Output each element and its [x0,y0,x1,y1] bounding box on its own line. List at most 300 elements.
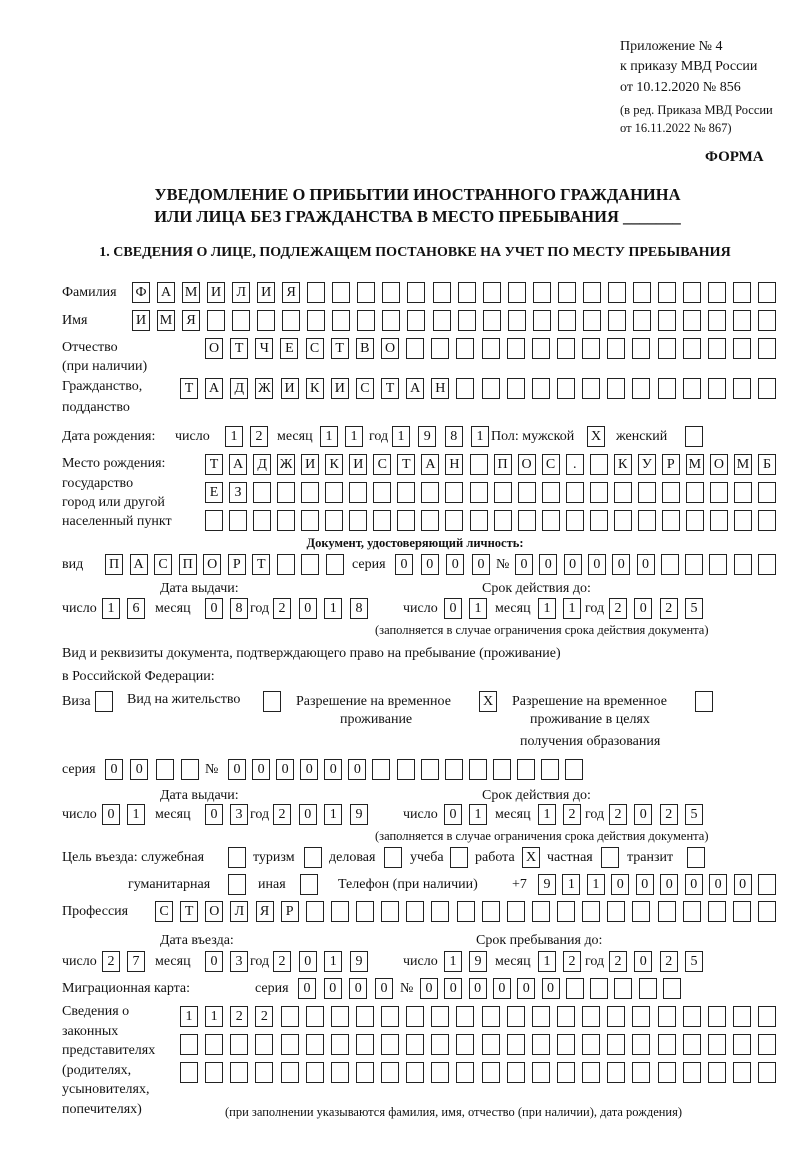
char-cell[interactable]: 2 [563,951,581,972]
char-cell[interactable]: 0 [444,978,462,999]
char-cell[interactable] [758,554,776,575]
char-cell[interactable]: К [614,454,632,475]
char-cell[interactable]: 1 [320,426,338,447]
char-cell[interactable]: М [686,454,704,475]
char-cell[interactable] [632,1006,650,1027]
char-cell[interactable]: 0 [299,598,317,619]
char-cell[interactable] [708,1006,726,1027]
char-cell[interactable]: Я [256,901,274,922]
char-cell[interactable]: 0 [611,874,629,895]
char-cell[interactable]: 0 [444,804,462,825]
char-cell[interactable] [708,282,726,303]
char-cell[interactable]: А [130,554,148,575]
char-cell[interactable] [445,759,463,780]
char-cell[interactable] [565,759,583,780]
char-cell[interactable] [306,1062,324,1083]
char-cell[interactable] [758,1034,776,1055]
char-cell[interactable]: 2 [563,804,581,825]
char-cell[interactable]: С [155,901,173,922]
char-cell[interactable]: И [132,310,150,331]
char-cell[interactable] [614,978,632,999]
char-cell[interactable]: О [205,338,223,359]
char-cell[interactable]: И [281,378,299,399]
char-cell[interactable]: 1 [205,1006,223,1027]
char-cell[interactable] [557,338,575,359]
char-cell[interactable]: В [356,338,374,359]
char-cell[interactable] [306,1006,324,1027]
char-cell[interactable] [282,310,300,331]
char-cell[interactable] [470,454,488,475]
char-cell[interactable] [632,1062,650,1083]
char-cell[interactable]: 0 [228,759,246,780]
char-cell[interactable]: М [734,454,752,475]
char-cell[interactable] [456,1034,474,1055]
char-cell[interactable] [758,1006,776,1027]
char-cell[interactable] [582,338,600,359]
char-cell[interactable] [494,510,512,531]
char-cell[interactable] [633,282,651,303]
char-cell[interactable] [632,378,650,399]
char-cell[interactable]: А [406,378,424,399]
char-cell[interactable] [507,1034,525,1055]
char-cell[interactable]: 5 [685,804,703,825]
char-cell[interactable]: 0 [634,598,652,619]
char-cell[interactable]: Ч [255,338,273,359]
char-cell[interactable]: Т [230,338,248,359]
char-cell[interactable] [205,1062,223,1083]
char-cell[interactable]: 0 [709,874,727,895]
char-cell[interactable] [661,554,679,575]
char-cell[interactable]: 7 [127,951,145,972]
char-cell[interactable]: 1 [587,874,605,895]
char-cell[interactable] [277,554,295,575]
char-cell[interactable] [281,1006,299,1027]
char-cell[interactable] [229,510,247,531]
char-cell[interactable]: З [229,482,247,503]
char-cell[interactable] [533,282,551,303]
char-cell[interactable] [608,282,626,303]
char-cell[interactable] [230,1034,248,1055]
char-cell[interactable]: 0 [564,554,582,575]
char-cell[interactable] [607,1062,625,1083]
char-cell[interactable] [253,482,271,503]
char-cell[interactable]: Л [232,282,250,303]
char-cell[interactable] [582,901,600,922]
checkbox[interactable] [384,847,402,868]
char-cell[interactable] [156,759,174,780]
char-cell[interactable]: 2 [255,1006,273,1027]
char-cell[interactable] [482,378,500,399]
char-cell[interactable]: 0 [517,978,535,999]
char-cell[interactable] [734,554,752,575]
char-cell[interactable] [557,1006,575,1027]
char-cell[interactable]: И [349,454,367,475]
checkbox[interactable]: X [587,426,605,447]
char-cell[interactable] [734,482,752,503]
char-cell[interactable]: Т [397,454,415,475]
char-cell[interactable] [482,338,500,359]
char-cell[interactable]: К [325,454,343,475]
char-cell[interactable] [331,901,349,922]
char-cell[interactable]: Т [252,554,270,575]
char-cell[interactable] [469,759,487,780]
char-cell[interactable] [381,1062,399,1083]
char-cell[interactable] [518,482,536,503]
char-cell[interactable]: 1 [180,1006,198,1027]
char-cell[interactable]: А [205,378,223,399]
char-cell[interactable] [482,1006,500,1027]
char-cell[interactable]: Т [180,901,198,922]
char-cell[interactable] [708,901,726,922]
char-cell[interactable] [507,378,525,399]
char-cell[interactable] [397,510,415,531]
char-cell[interactable] [493,759,511,780]
char-cell[interactable] [421,759,439,780]
char-cell[interactable] [582,1006,600,1027]
char-cell[interactable]: 0 [299,951,317,972]
char-cell[interactable]: 2 [660,951,678,972]
char-cell[interactable]: 2 [609,951,627,972]
char-cell[interactable] [566,482,584,503]
char-cell[interactable]: 0 [105,759,123,780]
char-cell[interactable]: С [154,554,172,575]
char-cell[interactable]: И [331,378,349,399]
char-cell[interactable]: 2 [660,598,678,619]
char-cell[interactable] [255,1062,273,1083]
char-cell[interactable] [532,1034,550,1055]
char-cell[interactable] [307,310,325,331]
char-cell[interactable] [685,554,703,575]
char-cell[interactable] [277,482,295,503]
char-cell[interactable]: 1 [538,804,556,825]
char-cell[interactable] [708,310,726,331]
char-cell[interactable] [662,482,680,503]
char-cell[interactable]: 0 [205,951,223,972]
char-cell[interactable]: 1 [469,804,487,825]
char-cell[interactable]: И [207,282,225,303]
char-cell[interactable] [307,282,325,303]
char-cell[interactable] [658,1006,676,1027]
checkbox[interactable] [687,847,705,868]
char-cell[interactable] [663,978,681,999]
char-cell[interactable] [470,510,488,531]
char-cell[interactable]: 0 [493,978,511,999]
char-cell[interactable] [483,310,501,331]
char-cell[interactable] [683,1062,701,1083]
char-cell[interactable] [483,282,501,303]
char-cell[interactable] [507,901,525,922]
char-cell[interactable]: 2 [250,426,268,447]
checkbox[interactable] [695,691,713,712]
char-cell[interactable] [683,901,701,922]
char-cell[interactable]: Р [281,901,299,922]
char-cell[interactable]: Т [180,378,198,399]
char-cell[interactable] [683,1034,701,1055]
char-cell[interactable]: Л [230,901,248,922]
char-cell[interactable] [433,310,451,331]
char-cell[interactable] [710,510,728,531]
char-cell[interactable]: 0 [446,554,464,575]
char-cell[interactable]: С [306,338,324,359]
char-cell[interactable]: 9 [538,874,556,895]
char-cell[interactable] [607,338,625,359]
char-cell[interactable]: 0 [634,804,652,825]
char-cell[interactable] [590,510,608,531]
char-cell[interactable] [301,482,319,503]
char-cell[interactable] [431,1006,449,1027]
char-cell[interactable]: 0 [205,598,223,619]
char-cell[interactable]: 0 [542,978,560,999]
char-cell[interactable] [532,378,550,399]
char-cell[interactable]: О [205,901,223,922]
char-cell[interactable]: А [229,454,247,475]
char-cell[interactable] [281,1062,299,1083]
char-cell[interactable]: Я [182,310,200,331]
char-cell[interactable] [590,978,608,999]
char-cell[interactable]: 0 [634,951,652,972]
char-cell[interactable]: О [203,554,221,575]
char-cell[interactable]: М [182,282,200,303]
char-cell[interactable]: 0 [349,978,367,999]
checkbox[interactable] [304,847,322,868]
char-cell[interactable]: 1 [562,874,580,895]
char-cell[interactable] [658,282,676,303]
char-cell[interactable]: У [638,454,656,475]
char-cell[interactable]: 5 [685,951,703,972]
char-cell[interactable] [582,1034,600,1055]
char-cell[interactable] [381,901,399,922]
checkbox[interactable]: X [522,847,540,868]
char-cell[interactable] [658,378,676,399]
char-cell[interactable]: 1 [324,598,342,619]
char-cell[interactable] [557,1034,575,1055]
char-cell[interactable]: А [421,454,439,475]
char-cell[interactable] [181,759,199,780]
char-cell[interactable]: К [306,378,324,399]
char-cell[interactable] [758,874,776,895]
char-cell[interactable]: 1 [538,598,556,619]
char-cell[interactable] [458,310,476,331]
char-cell[interactable] [456,378,474,399]
char-cell[interactable] [583,310,601,331]
char-cell[interactable] [683,1006,701,1027]
char-cell[interactable] [590,454,608,475]
char-cell[interactable]: С [542,454,560,475]
char-cell[interactable] [733,378,751,399]
char-cell[interactable]: 2 [273,598,291,619]
char-cell[interactable] [758,338,776,359]
char-cell[interactable] [542,482,560,503]
char-cell[interactable]: Д [253,454,271,475]
char-cell[interactable]: 0 [660,874,678,895]
char-cell[interactable]: Т [205,454,223,475]
char-cell[interactable] [507,338,525,359]
char-cell[interactable]: П [105,554,123,575]
char-cell[interactable]: Т [331,338,349,359]
char-cell[interactable]: 1 [345,426,363,447]
char-cell[interactable]: . [566,454,584,475]
char-cell[interactable] [758,482,776,503]
checkbox[interactable] [228,847,246,868]
char-cell[interactable] [397,482,415,503]
char-cell[interactable] [532,1006,550,1027]
char-cell[interactable] [517,759,535,780]
char-cell[interactable] [406,1034,424,1055]
char-cell[interactable]: Д [230,378,248,399]
checkbox[interactable] [450,847,468,868]
char-cell[interactable] [532,338,550,359]
char-cell[interactable] [331,1034,349,1055]
char-cell[interactable] [421,510,439,531]
char-cell[interactable] [331,1006,349,1027]
char-cell[interactable] [482,1034,500,1055]
char-cell[interactable]: 1 [225,426,243,447]
char-cell[interactable] [566,978,584,999]
char-cell[interactable] [421,482,439,503]
char-cell[interactable] [532,1062,550,1083]
char-cell[interactable]: Б [758,454,776,475]
char-cell[interactable] [277,510,295,531]
char-cell[interactable] [381,1034,399,1055]
char-cell[interactable]: 8 [445,426,463,447]
char-cell[interactable] [357,310,375,331]
char-cell[interactable] [180,1034,198,1055]
char-cell[interactable]: 3 [230,951,248,972]
char-cell[interactable] [639,978,657,999]
char-cell[interactable] [431,338,449,359]
char-cell[interactable] [557,378,575,399]
char-cell[interactable]: С [373,454,391,475]
char-cell[interactable]: 0 [539,554,557,575]
char-cell[interactable] [733,1006,751,1027]
char-cell[interactable] [683,378,701,399]
char-cell[interactable] [349,482,367,503]
char-cell[interactable] [372,759,390,780]
char-cell[interactable] [557,1062,575,1083]
char-cell[interactable] [356,1034,374,1055]
char-cell[interactable]: Н [431,378,449,399]
char-cell[interactable] [445,482,463,503]
char-cell[interactable]: П [494,454,512,475]
char-cell[interactable] [583,282,601,303]
char-cell[interactable] [207,310,225,331]
char-cell[interactable]: Р [662,454,680,475]
char-cell[interactable]: 2 [273,804,291,825]
char-cell[interactable] [708,378,726,399]
char-cell[interactable]: 0 [130,759,148,780]
char-cell[interactable] [456,338,474,359]
char-cell[interactable]: 2 [273,951,291,972]
char-cell[interactable]: 1 [392,426,410,447]
char-cell[interactable] [356,901,374,922]
char-cell[interactable] [709,554,727,575]
char-cell[interactable] [458,282,476,303]
char-cell[interactable] [708,1062,726,1083]
char-cell[interactable] [406,901,424,922]
char-cell[interactable] [357,282,375,303]
char-cell[interactable]: 0 [276,759,294,780]
char-cell[interactable]: Н [445,454,463,475]
char-cell[interactable]: Т [381,378,399,399]
char-cell[interactable] [456,1062,474,1083]
char-cell[interactable] [507,1062,525,1083]
char-cell[interactable] [758,510,776,531]
char-cell[interactable] [205,1034,223,1055]
checkbox[interactable] [263,691,281,712]
char-cell[interactable] [356,1062,374,1083]
char-cell[interactable] [482,901,500,922]
char-cell[interactable]: 1 [127,804,145,825]
char-cell[interactable] [557,901,575,922]
char-cell[interactable] [607,1034,625,1055]
char-cell[interactable] [325,482,343,503]
char-cell[interactable] [180,1062,198,1083]
char-cell[interactable]: 0 [444,598,462,619]
char-cell[interactable]: И [257,282,275,303]
char-cell[interactable] [518,510,536,531]
char-cell[interactable] [382,282,400,303]
char-cell[interactable] [733,338,751,359]
checkbox[interactable] [300,874,318,895]
char-cell[interactable] [532,901,550,922]
checkbox[interactable] [601,847,619,868]
char-cell[interactable] [566,510,584,531]
char-cell[interactable] [494,482,512,503]
char-cell[interactable] [683,310,701,331]
checkbox[interactable] [95,691,113,712]
char-cell[interactable]: 0 [298,978,316,999]
char-cell[interactable]: 2 [609,804,627,825]
char-cell[interactable] [733,1062,751,1083]
char-cell[interactable]: 3 [230,804,248,825]
char-cell[interactable] [431,901,449,922]
char-cell[interactable] [558,310,576,331]
char-cell[interactable]: О [381,338,399,359]
char-cell[interactable]: 0 [515,554,533,575]
char-cell[interactable] [710,482,728,503]
char-cell[interactable]: Ж [255,378,273,399]
char-cell[interactable] [373,482,391,503]
char-cell[interactable] [232,310,250,331]
char-cell[interactable]: 9 [350,804,368,825]
char-cell[interactable]: М [157,310,175,331]
char-cell[interactable]: 1 [563,598,581,619]
char-cell[interactable] [406,1006,424,1027]
char-cell[interactable] [607,378,625,399]
char-cell[interactable]: 2 [609,598,627,619]
char-cell[interactable] [758,1062,776,1083]
char-cell[interactable]: 6 [127,598,145,619]
char-cell[interactable] [373,510,391,531]
char-cell[interactable]: 0 [420,978,438,999]
char-cell[interactable] [733,901,751,922]
char-cell[interactable] [326,554,344,575]
char-cell[interactable]: И [301,454,319,475]
char-cell[interactable]: 0 [612,554,630,575]
char-cell[interactable] [607,901,625,922]
char-cell[interactable] [325,510,343,531]
char-cell[interactable] [758,378,776,399]
char-cell[interactable] [658,1062,676,1083]
char-cell[interactable] [662,510,680,531]
char-cell[interactable]: 2 [230,1006,248,1027]
char-cell[interactable] [533,310,551,331]
checkbox[interactable]: X [479,691,497,712]
char-cell[interactable]: 0 [324,978,342,999]
char-cell[interactable]: 8 [350,598,368,619]
char-cell[interactable] [758,310,776,331]
char-cell[interactable]: Р [228,554,246,575]
